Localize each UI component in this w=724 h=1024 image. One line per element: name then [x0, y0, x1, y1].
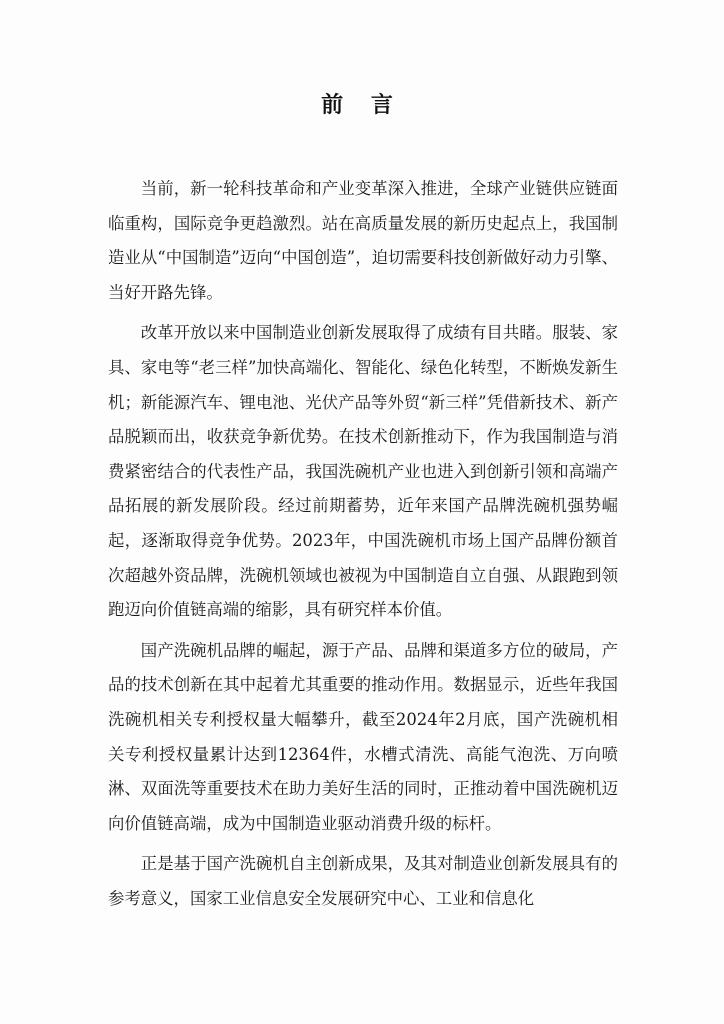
page-title: 前 言 [321, 93, 403, 118]
paragraph-2: 改革开放以来中国制造业创新发展取得了成绩有目共睹。服装、家具、家电等“老三样”加快高端化、智能化、绿色化转型，不断焕发新生机；新能源汽车、锂电池、光伏产品等外贸“新三样”凭借新技术、新产品脱颖而出，收获竞争新优势。在技术创新推动下，作为我国制造与消费紧密结合的代表性产品，我国洗碗机产业也进入到创新引领和高端产品拓展的新发展阶段。经过前期蓄势，近年来国产品牌洗碗机强势崛起，逐渐取得竞争优势。2023年，中国洗碗机市场上国产品牌份额首次超越外资品牌，洗碗机领域也被视为中国制造自立自强、从跟跑到领跑迈向价值链高端的缩影，具有研究样本价值。 [108, 323, 618, 620]
paragraph-1: 当前，新一轮科技革命和产业变革深入推进，全球产业链供应链面临重构，国际竞争更趋激烈。站在高质量发展的新历史起点上，我国制造业从“中国制造”迈向“中国创造”，迫切需要科技创新做好动力引擎、当好开路先锋。 [108, 179, 618, 302]
paragraph-4: 正是基于国产洗碗机自主创新成果，及其对制造业创新发展具有的参考意义，国家工业信息安全发展研究中心、工业和信息化 [108, 854, 618, 908]
body-text [108, 172, 618, 922]
paragraph-3: 国产洗碗机品牌的崛起，源于产品、品牌和渠道多方位的破局，产品的技术创新在其中起着尤其重要的推动作用。数据显示，近些年我国洗碗机相关专利授权量大幅攀升，截至2024年2月底，国产洗碗机相关专利授权量累计达到12364件，水槽式清洗、高能气泡洗、万向喷淋、双面洗等重要技术在助力美好生活的同时，正推动着中国洗碗机迈向价值链高端，成为中国制造业驱动消费升级的标杆。 [108, 640, 618, 833]
